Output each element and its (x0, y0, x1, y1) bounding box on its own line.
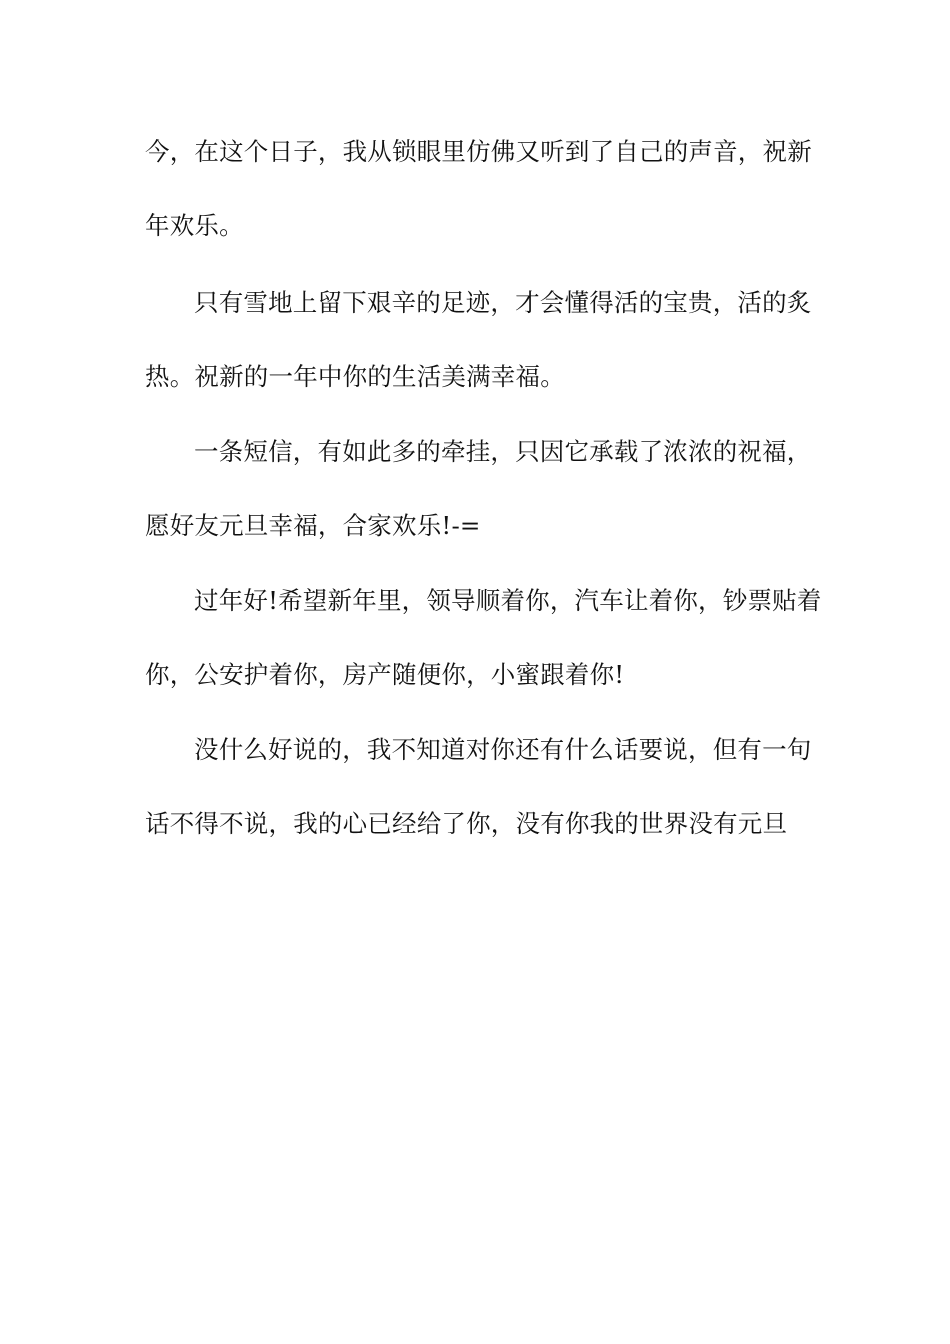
paragraph-line: 你，公安护着你，房产随便你，小蜜跟着你! (145, 660, 625, 689)
paragraph-line: 今，在这个日子，我从锁眼里仿佛又听到了自己的声音，祝新 (145, 137, 812, 166)
paragraph-line: 没什么好说的，我不知道对你还有什么话要说，但有一句 (194, 735, 812, 764)
paragraph-line: 只有雪地上留下艰辛的足迹，才会懂得活的宝贵，活的炙 (194, 288, 812, 317)
paragraph-line: 年欢乐。 (145, 211, 244, 240)
paragraph-line: 话不得不说，我的心已经给了你，没有你我的世界没有元旦 (145, 809, 788, 838)
paragraph-line: 一条短信，有如此多的牵挂，只因它承载了浓浓的祝福， (194, 437, 812, 466)
paragraph-line: 愿好友元旦幸福，合家欢乐!-= (145, 511, 481, 540)
paragraph-line: 热。祝新的一年中你的生活美满幸福。 (145, 362, 565, 391)
paragraph-line: 过年好!希望新年里，领导顺着你，汽车让着你，钞票贴着 (194, 586, 822, 615)
